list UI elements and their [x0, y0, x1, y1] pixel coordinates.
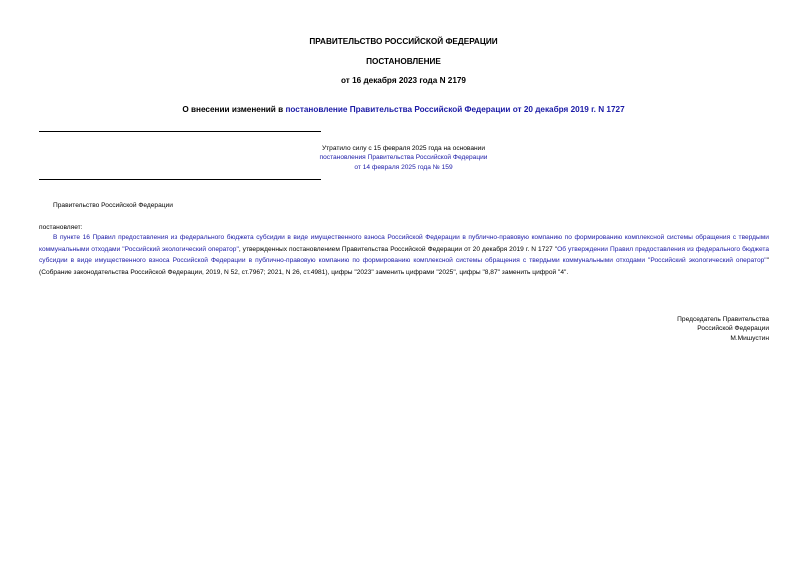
rules-link[interactable]: В пункте 16 Правил предоставления из федерального бюджета субсидии в виде имущественного взноса Российской Федерации в публично-правовую компанию по формированию комплексной системы обращения с твердыми коммунальными отходами "Российский экологический оператор" [39, 234, 769, 253]
signature-position: Председатель Правительства [677, 316, 769, 323]
title-link[interactable]: постановление Правительства Российской Федерации от 20 декабря 2019 г. N 1727 [285, 105, 625, 114]
expiry-note-link[interactable]: постановления Правительства Российской Федерации [319, 154, 488, 161]
top-divider [39, 131, 321, 132]
government-line: Правительство Российской Федерации [53, 202, 173, 209]
body-paragraph [39, 232, 769, 278]
document-type: ПОСТАНОВЛЕНИЕ [366, 57, 441, 66]
bottom-divider [39, 179, 321, 180]
title-prefix: О внесении изменений в [182, 105, 286, 114]
expiry-note-link-date[interactable]: от 14 февраля 2025 года № 159 [354, 164, 453, 171]
resolution-link[interactable]: Об утверждении Правил предоставления из федерального бюджета субсидии в виде имущественного взноса Российской Федерации в публично-правовую компанию по формированию комплексной системы обращения с твердыми коммунальными отходами "Российский экологический оператор" [39, 245, 770, 264]
document-title [0, 105, 807, 114]
expiry-note-line: Утратило силу с 15 февраля 2025 года на основании [321, 145, 486, 152]
signature-name: М.Мишустин [730, 335, 769, 342]
government-header: ПРАВИТЕЛЬСТВО РОССИЙСКОЙ ФЕДЕРАЦИИ [309, 37, 498, 46]
resolves-line: постановляет: [39, 224, 83, 231]
body-text-middle: , утвержденных постановлением Правительства Российской Федерации от 20 декабря 2019 г. N 1727 " [238, 245, 558, 253]
body-text-end: " (Собрание законодательства Российской Федерации, 2019, N 52, ст.7967; 2021, N 26, ст.4981), цифры "2023" заменить цифрами "2025", цифры "8,87" заменить цифрой "4". [39, 257, 769, 276]
document-date-number: от 16 декабря 2023 года N 2179 [341, 76, 466, 85]
signature-position-2: Российской Федерации [697, 325, 769, 332]
